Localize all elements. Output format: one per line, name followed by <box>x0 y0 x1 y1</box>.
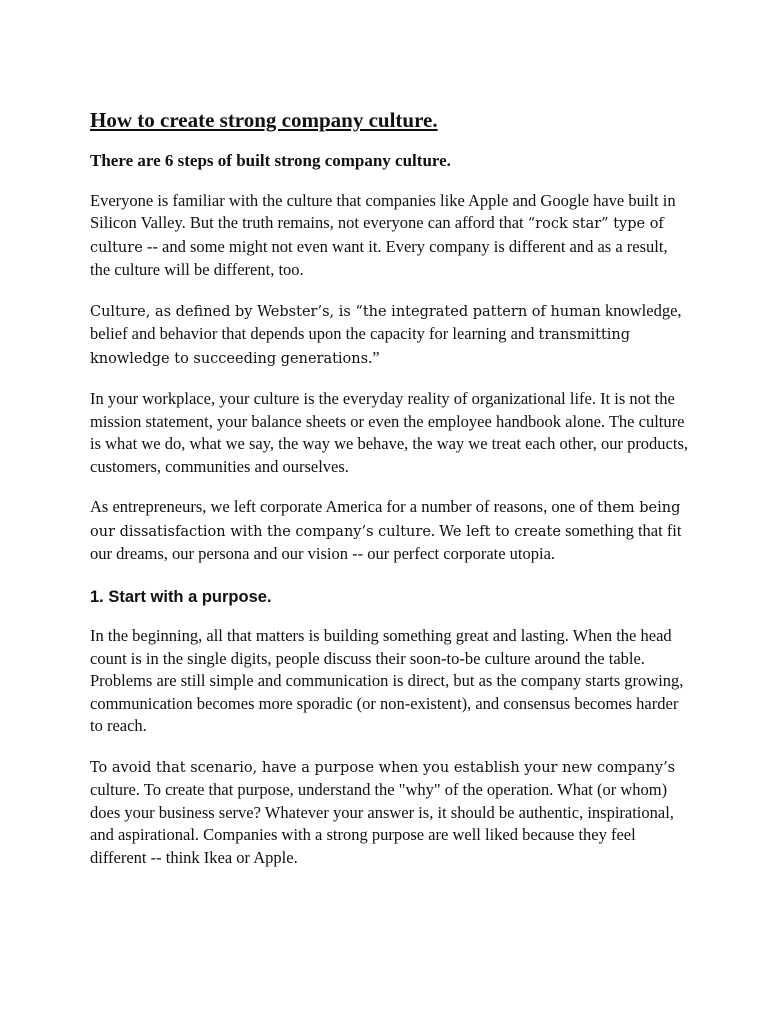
text-run: them being our dissatisfaction with the company’s culture <box>90 500 681 540</box>
document-subtitle: There are 6 steps of built strong company culture. <box>90 151 451 171</box>
document-page <box>90 108 690 887</box>
section-paragraph-1: In the beginning, all that matters is building something great and lasting. When the head count is in the single digits, people discuss their soon-to-be culture around the table. Problems are still simple and communication is direct, but as the company starts growing, communication becomes more sporadic (or non-existent), and consensus becomes harder to reach. <box>90 626 684 736</box>
text-run: .” <box>368 347 380 367</box>
text-run: We left to create <box>439 523 561 540</box>
text-run: -- and some might not even want it. Every company is different and as a result, the culture will be different, too. <box>90 236 668 280</box>
text-run: something that fit our dreams, our persona and our vision -- our perfect corporate utopia. <box>90 520 682 564</box>
text-run: transmitting knowledge to succeeding generations <box>90 327 631 367</box>
text-run: . <box>430 520 440 540</box>
document-title: How to create strong company culture. <box>90 108 438 132</box>
text-run: As entrepreneurs, we left corporate America for a number of reasons, one of <box>90 497 598 517</box>
text-run: To avoid that scenario, have a purpose when you establish your new company’s <box>90 759 676 776</box>
text-run: Culture, as defined by Webster’s, is “the integrated pattern of human <box>90 303 601 320</box>
text-run: culture. To create that purpose, understand the "why" of the operation. What (or whom) does your business serve? Whatever your answer is, it should be authentic, inspirational, and aspirational. Companies with a strong purpose are well liked because they feel different -- think Ikea or Apple. <box>90 780 674 867</box>
intro-paragraph-4 <box>90 496 690 566</box>
section-heading: 1. Start with a purpose. <box>90 587 272 606</box>
intro-paragraph-2 <box>90 300 690 371</box>
text-run: knowledge, belief and behavior that depends upon the capacity for learning and <box>90 300 682 344</box>
text-run: Everyone is familiar with the culture that companies like Apple and Google have built in Silicon Valley. But the truth remains, not everyone can afford that <box>90 190 676 233</box>
text-run: “rock star” type of culture <box>90 216 664 256</box>
intro-paragraph-1 <box>90 190 690 282</box>
intro-paragraph-3: In your workplace, your culture is the everyday reality of organizational life. It is not the mission statement, your balance sheets or even the employee handbook alone. The culture is what we do, what we say, the way we behave, the way we treat each other, our products, customers, communities and ourselves. <box>90 389 689 476</box>
section-paragraph-2 <box>90 756 690 870</box>
